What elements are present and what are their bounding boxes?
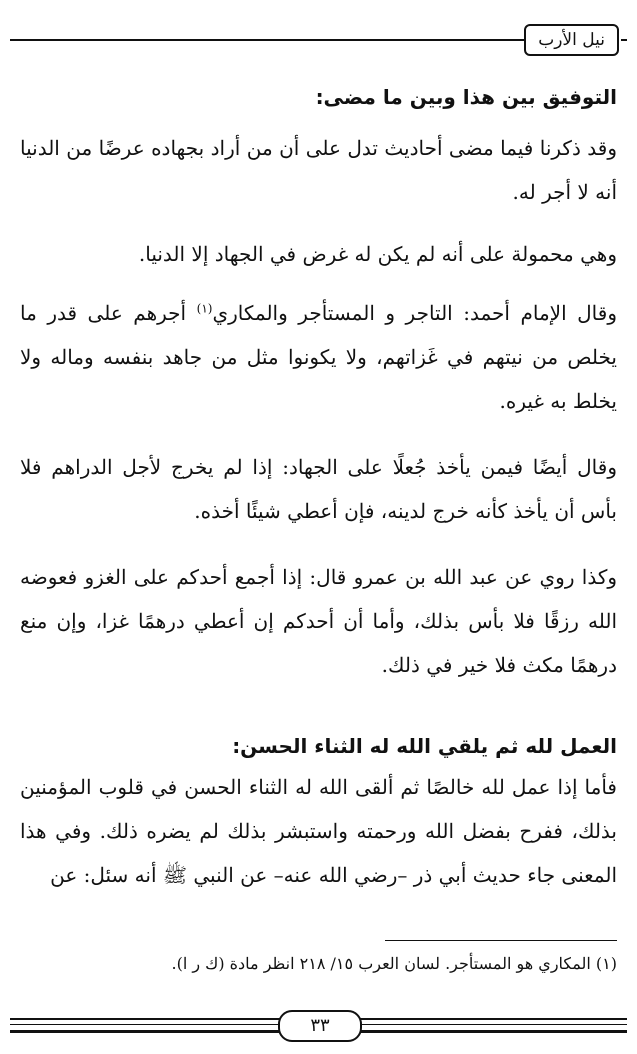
header-rule-end: [621, 39, 627, 41]
section-heading-good-praise: العمل لله ثم يلقي الله له الثناء الحسن:: [232, 734, 617, 758]
paragraph-6: فأما إذا عمل لله خالصًا ثم ألقى الله له الثناء الحسن في قلوب المؤمنين بذلك، ففرح بفضل الله ورحمته واستبشر بذلك لم يضره ذلك. وفي هذا المعنى جاء حديث أبي ذر –رضي الله عنه– عن النبي ﷺ أنه سئل: عن: [20, 775, 617, 887]
paragraph-3-start: وقال الإمام أحمد: التاجر و المستأجر والمكاري: [212, 301, 617, 325]
section-heading-reconciliation: التوفيق بين هذا وبين ما مضى:: [315, 85, 617, 109]
header-rule: [10, 39, 530, 41]
page-footer: [10, 1008, 627, 1048]
book-title: نيل الأرب: [524, 24, 619, 56]
paragraph-1: وقد ذكرنا فيما مضى أحاديث تدل على أن من أراد بجهاده عرضًا من الدنيا أنه لا أجر له.: [20, 136, 617, 204]
paragraph-5: وكذا روي عن عبد الله بن عمرو قال: إذا أجمع أحدكم على الغزو فعوضه الله رزقًا فلا بأس بذلك، وأما أن أحدكم إن أعطي درهمًا غزا، وإن منع درهمًا مكث فلا خير في ذلك.: [20, 565, 617, 677]
footnote-text: (١) المكاري هو المستأجر. لسان العرب ١٥/ ٢١٨ انظر مادة (ك ر ا).: [171, 954, 617, 973]
footnote-reference[interactable]: (١): [196, 301, 213, 316]
paragraph-2: وهي محمولة على أنه لم يكن له غرض في الجهاد إلا الدنيا.: [138, 242, 617, 266]
paragraph-3: [20, 291, 617, 423]
paragraph-3-end: أجرهم على قدر ما يخلص من نيتهم في غَزاتهم، ولا يكونوا مثل من جاهد بنفسه وماله ولا يخلط به غيره.: [20, 301, 617, 413]
page-number: ٣٣: [278, 1010, 362, 1042]
paragraph-4: وقال أيضًا فيمن يأخذ جُعلًا على الجهاد: إذا لم يخرج لأجل الدراهم فلا بأس أن يأخذ كأنه خرج لدينه، فإن أعطي شيئًا أخذه.: [20, 455, 617, 523]
footnote-separator: [385, 940, 617, 941]
page-header: [10, 22, 627, 58]
